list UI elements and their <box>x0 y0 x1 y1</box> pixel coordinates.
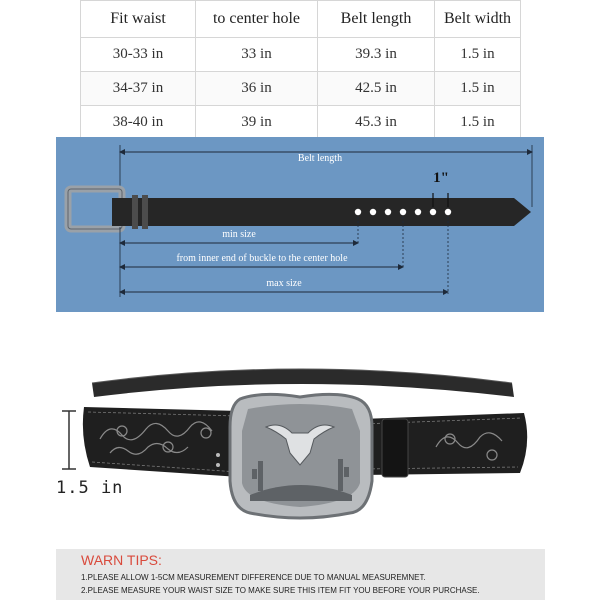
belt-length-label: Belt length <box>297 153 343 164</box>
warn-tip-line-2: 2.PLEASE MEASURE YOUR WAIST SIZE TO MAKE SURE THIS ITEM FIT YOU BEFORE YOUR PURCHASE. <box>81 586 480 595</box>
warn-tip-line-1: 1.PLEASE ALLOW 1-5CM MEASUREMENT DIFFERENCE DUE TO MANUAL MEASUREMNET. <box>81 573 426 582</box>
cell-center-hole: 33 in <box>196 38 318 72</box>
header-center-hole: to center hole <box>196 1 318 38</box>
table-row <box>81 38 521 72</box>
cell-belt-width: 1.5 in <box>435 72 521 106</box>
belt-hole <box>430 209 436 215</box>
header-fit-waist: Fit waist <box>81 1 196 38</box>
belt-back <box>92 369 514 397</box>
belt-hole <box>370 209 376 215</box>
table-row <box>81 106 521 140</box>
hole-spacing-label: 1" <box>433 170 449 186</box>
belt-strap-left <box>83 407 240 477</box>
belt-hole <box>415 209 421 215</box>
belt-hole <box>355 209 361 215</box>
size-table <box>80 0 521 140</box>
belt-hole <box>385 209 391 215</box>
cell-belt-width: 1.5 in <box>435 38 521 72</box>
belt-keeper-1 <box>132 195 138 229</box>
cell-fit-waist: 30-33 in <box>81 38 196 72</box>
cell-belt-width: 1.5 in <box>435 106 521 140</box>
cell-center-hole: 39 in <box>196 106 318 140</box>
cell-belt-length: 45.3 in <box>318 106 435 140</box>
belt-width-label: 1.5 in <box>56 478 124 498</box>
table-row <box>81 72 521 106</box>
header-belt-length: Belt length <box>318 1 435 38</box>
min-size-label: min size <box>222 229 256 240</box>
warn-tips-box <box>56 549 545 600</box>
belt-strap <box>112 198 531 226</box>
cell-belt-length: 42.5 in <box>318 72 435 106</box>
cell-fit-waist: 38-40 in <box>81 106 196 140</box>
belt-keeper <box>382 419 408 477</box>
cell-belt-length: 39.3 in <box>318 38 435 72</box>
center-hole-label: from inner end of buckle to the center hole <box>176 253 348 264</box>
cell-center-hole: 36 in <box>196 72 318 106</box>
max-size-label: max size <box>266 278 302 289</box>
belt-measurement-diagram <box>56 137 544 312</box>
header-belt-width: Belt width <box>435 1 521 38</box>
belt-hole <box>445 209 451 215</box>
belt-keeper-2 <box>142 195 148 229</box>
belt-hole <box>400 209 406 215</box>
table-header-row <box>81 1 521 38</box>
warn-tips-title: WARN TIPS: <box>81 552 162 568</box>
belt-product-photo <box>0 335 600 545</box>
cell-fit-waist: 34-37 in <box>81 72 196 106</box>
